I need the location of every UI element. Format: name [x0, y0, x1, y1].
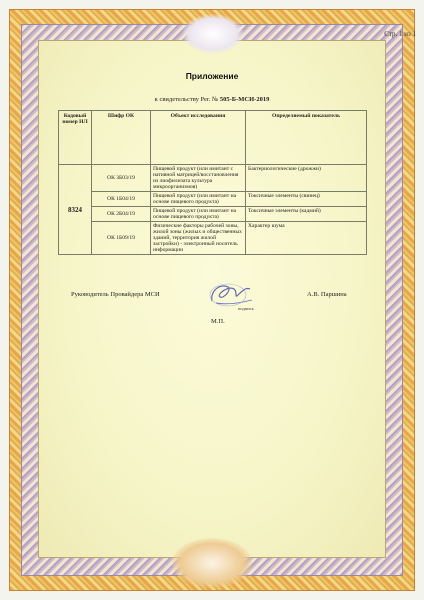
cipher-cell: ОК 3Б03/19: [92, 165, 151, 192]
indicator-cell: Характер шума: [246, 222, 367, 255]
object-cell: Пищевой продукт (или имитант на основе пищевого продукта): [151, 207, 246, 222]
cipher-cell: ОК 2Б04/19: [92, 207, 151, 222]
column-header-indicator: Определяемый показатель: [246, 111, 367, 165]
column-header-code: Кодовый номер НЛ: [59, 111, 92, 165]
top-emblem-icon: [182, 14, 244, 54]
code-number-cell: 8324: [59, 165, 92, 255]
certificate-reference: [0, 96, 424, 103]
stamp-placeholder: М.П.: [211, 318, 225, 325]
object-cell: Пищевой продукт (или имитант с нативной матрицей/восстановления из лиофилизата культура микроорганизмов): [151, 165, 246, 192]
table-row: [59, 222, 367, 255]
table-row: [59, 165, 367, 192]
object-cell: Пищевой продукт (или имитант на основе пищевого продукта): [151, 192, 246, 207]
certificate-number: 505-Б-МСИ-2019: [219, 96, 270, 103]
indicator-cell: Токсичные элементы (кадмий): [246, 207, 367, 222]
handwritten-signature-icon: [206, 279, 256, 309]
signatory-role: Руководитель Провайдера МСИ: [71, 291, 160, 298]
indicator-cell: Бактериологические (дрожжи): [246, 165, 367, 192]
certificate-reference-prefix: к свидетельству Рег. №: [154, 96, 219, 103]
signatory-name: А.В. Паршина: [307, 291, 347, 298]
page-title: Приложение: [185, 71, 239, 81]
column-header-cipher: Шифр ОК: [92, 111, 151, 165]
cipher-cell: ОК 1Б09/19: [92, 222, 151, 255]
indicator-cell: Токсичные элементы (свинец): [246, 192, 367, 207]
table-row: [59, 192, 367, 207]
page-number: Стр. 1 из 1: [384, 30, 416, 38]
signature-caption: подпись: [238, 306, 254, 311]
column-header-object: Объект исследования: [151, 111, 246, 165]
object-cell: Физические факторы рабочей зоны, жилой зоны (жилых и общественных зданий, территория жилой застройки) - электронный носитель информации: [151, 222, 246, 255]
cipher-cell: ОК 1Б04/19: [92, 192, 151, 207]
table-row: [59, 207, 367, 222]
table-header-row: [59, 111, 367, 165]
bottom-emblem-icon: [172, 538, 252, 588]
appendix-table: [58, 110, 367, 255]
